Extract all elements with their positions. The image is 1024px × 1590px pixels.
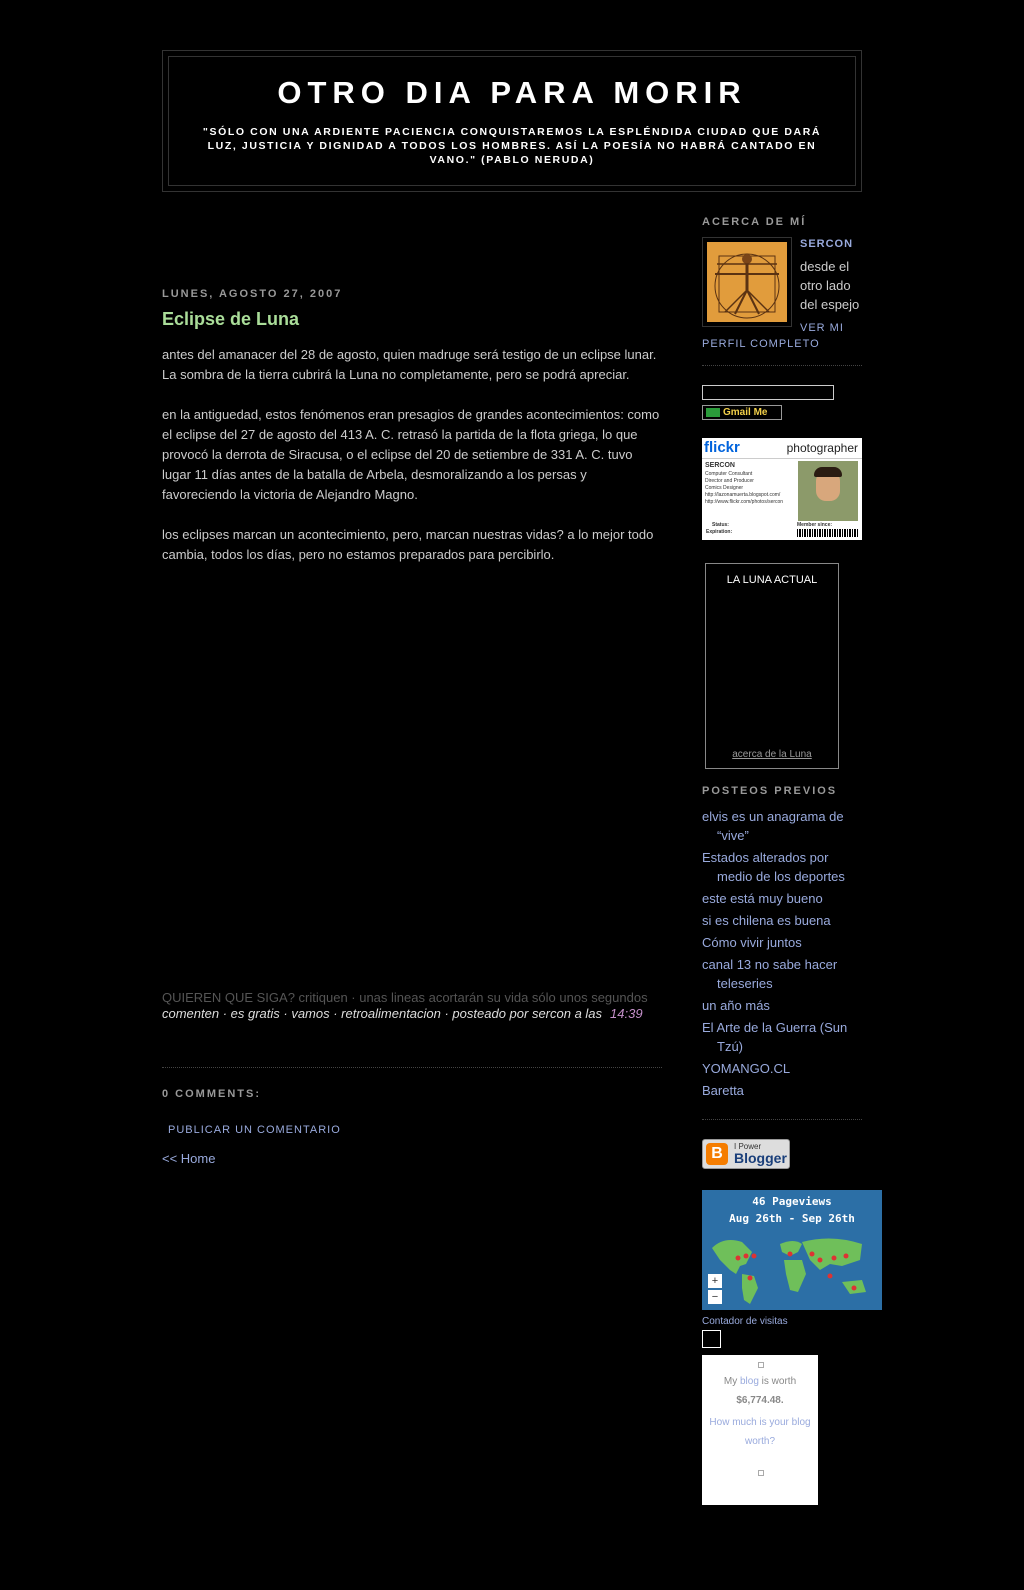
flickr-id-line: http://lazonamuerta.blogspot.com/ <box>705 492 781 498</box>
visit-counter-label[interactable]: Contador de visitas <box>702 1316 788 1327</box>
flickr-logo: flickr <box>704 439 740 456</box>
previous-post-link[interactable]: Estados alterados por medio de los deportes <box>702 850 845 884</box>
moon-widget <box>705 563 839 769</box>
previous-post-link[interactable]: este está muy bueno <box>702 891 823 906</box>
envelope-icon <box>706 408 720 417</box>
post-footer-meta <box>162 1006 643 1021</box>
post-time-link[interactable]: 14:39 <box>610 1006 643 1021</box>
broken-image-icon <box>758 1362 764 1368</box>
publish-comment-link[interactable]: PUBLICAR UN COMENTARIO <box>168 1124 341 1136</box>
world-map-icon <box>702 1230 882 1310</box>
previous-post-link[interactable]: canal 13 no sabe hacer teleseries <box>702 957 838 991</box>
post-paragraph: antes del amanacer del 28 de agosto, quien madruge será testigo de un eclipse lunar. La sombra de la tierra cubrirá la Luna no completamente, pero se podrá apreciar. <box>162 347 657 382</box>
flickr-id-name: SERCON <box>705 462 735 469</box>
flickr-badge[interactable] <box>702 438 862 540</box>
vitruvian-man-image <box>707 242 787 322</box>
about-moon-link[interactable]: acerca de la Luna <box>732 749 812 760</box>
flickr-badge-header <box>702 438 862 459</box>
post-date: LUNES, AGOSTO 27, 2007 <box>162 288 343 300</box>
previous-post-link[interactable]: si es chilena es buena <box>702 913 831 928</box>
post-footer-text: comenten · es gratis · vamos · retroalimentacion · posteado por sercon a las <box>162 1006 603 1021</box>
previous-post-link[interactable]: un año más <box>702 998 770 1013</box>
blogger-logo-icon: B <box>706 1143 728 1165</box>
profile-description-text: desde el otro lado del espejo <box>800 259 860 312</box>
blogger-badge[interactable] <box>702 1139 790 1169</box>
visitor-map[interactable] <box>702 1190 882 1310</box>
profile-name-link[interactable]: SERCON <box>800 238 854 250</box>
blog-worth-text <box>702 1376 818 1387</box>
sidebar <box>702 216 862 1505</box>
flickr-id-line: Computer Consultant <box>705 471 753 477</box>
person-hair <box>814 467 842 477</box>
blog-outer <box>162 50 862 1447</box>
post-title[interactable]: Eclipse de Luna <box>162 309 300 329</box>
flickr-photographer-tag: photographer <box>786 441 858 455</box>
map-zoom-out-button[interactable]: − <box>708 1290 722 1304</box>
post-divider <box>162 1067 662 1068</box>
flickr-status: Status: <box>712 522 729 528</box>
sidebar-divider <box>702 1119 862 1120</box>
blog-header-inner <box>168 56 856 186</box>
comments-heading: 0 COMMENTS: <box>162 1088 261 1100</box>
map-pageviews-count: 46 Pageviews <box>752 1195 832 1208</box>
map-zoom-in-button[interactable]: + <box>708 1274 722 1288</box>
flickr-id-line: Comics Designer <box>705 485 744 491</box>
sidebar-divider <box>702 365 862 366</box>
blog-worth-value: $6,774.48. <box>736 1395 784 1406</box>
post-body <box>162 345 662 565</box>
post-footer-line: QUIEREN QUE SIGA? critiquen · unas lineas acortarán su vida sólo unos segundos <box>162 990 648 1005</box>
previous-posts-list <box>702 807 862 1100</box>
previous-post-link[interactable]: elvis es un anagrama de “vive” <box>702 809 844 843</box>
flickr-expiration: Expiration: <box>706 529 733 535</box>
worth-pre: My <box>723 1376 738 1387</box>
flickr-id-line: http://www.flickr.com/photos/sercon <box>705 499 784 505</box>
previous-post-link[interactable]: El Arte de la Guerra (Sun Tzú) <box>702 1020 848 1054</box>
map-pageviews <box>702 1190 882 1227</box>
blogger-badge-bottom: Blogger <box>734 1150 787 1166</box>
blog-title[interactable]: OTRO DIA PARA MORIR <box>277 75 747 110</box>
previous-post-link[interactable]: YOMANGO.CL <box>702 1061 791 1076</box>
flickr-id-details <box>705 471 793 506</box>
gmail-input-box[interactable] <box>702 385 834 400</box>
post-paragraph: los eclipses marcan un acontecimiento, pero, marcan nuestras vidas? a lo mejor todo cambia, todos los días, pero no estamos preparados para percibirlo. <box>162 527 654 562</box>
gmail-widget <box>702 385 862 420</box>
barcode <box>797 529 859 537</box>
blog-worth-widget <box>702 1355 818 1505</box>
flickr-id-photo <box>798 461 858 521</box>
profile-description <box>800 257 862 314</box>
gmail-me-button[interactable] <box>702 405 782 420</box>
profile-avatar[interactable] <box>702 237 792 327</box>
previous-post-link[interactable]: Baretta <box>702 1083 744 1098</box>
previous-posts-heading: POSTEOS PREVIOS <box>702 785 838 797</box>
blog-description: "SÓLO CON UNA ARDIENTE PACIENCIA CONQUISTAREMOS LA ESPLÉNDIDA CIUDAD QUE DARÁ LUZ, JUSTICIA Y DIGNIDAD A TODOS LOS HOMBRES. ASÍ LA POESÍA NO HABRÁ CANTADO EN VANO." (PABLO NERUDA) <box>202 126 822 166</box>
blogger-badge-top: I Power <box>734 1142 762 1151</box>
main-column <box>162 288 662 1166</box>
map-date-range: Aug 26th - Sep 26th <box>729 1212 855 1225</box>
blog-worth-amount: $6,774.48 <box>736 1395 781 1406</box>
about-heading: ACERCA DE MÍ <box>702 216 807 228</box>
blog-header <box>162 50 862 192</box>
worth-mid: is worth <box>761 1376 797 1387</box>
visit-counter-box[interactable] <box>702 1330 721 1348</box>
gmail-me-label: Gmail Me <box>723 407 768 418</box>
flickr-id-line: Director and Producer <box>705 478 754 484</box>
post-paragraph: en la antiguedad, estos fenómenos eran presagios de grandes acontecimientos: como el eclipse del 27 de agosto del 413 A. C. retrasó la partida de la flota griega, lo que provocó la derrota de Siracusa, o el eclipse del 20 de setiembre de 331 A. C. tuvo lugar 11 días antes de la batalla de Arbela, desmoralizando a los persas y favoreciendo la victoria de Alejandro Magno. <box>162 407 660 502</box>
worth-blog-link[interactable]: blog <box>739 1376 759 1387</box>
previous-post-link[interactable]: Cómo vivir juntos <box>702 935 802 950</box>
home-link[interactable]: << Home <box>162 1151 216 1166</box>
flickr-member-since: Member since: <box>797 522 833 528</box>
profile <box>702 237 862 357</box>
blog-worth-question-link[interactable]: How much is your blog worth? <box>709 1417 811 1447</box>
moon-widget-title: LA LUNA ACTUAL <box>726 574 818 586</box>
view-full-profile-link[interactable]: VER MI PERFIL COMPLETO <box>702 322 844 350</box>
broken-image-icon <box>758 1470 764 1476</box>
